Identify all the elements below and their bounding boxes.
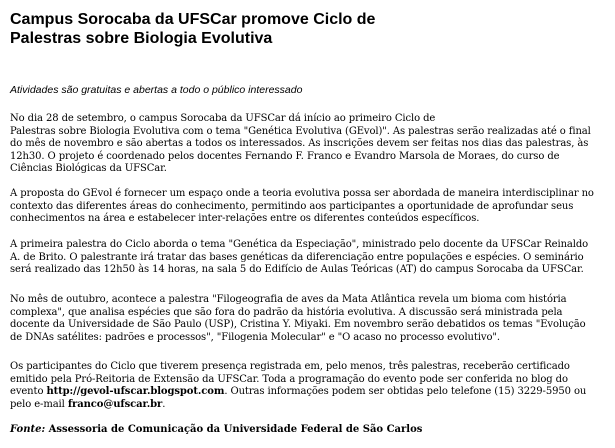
- paragraph-line: complexa", que analisa espécies que são fora do padrão da história evolutiva. A discussão será ministrada pela: [10, 306, 563, 318]
- title-line-1: Campus Sorocaba da UFSCar promove Ciclo de: [10, 11, 376, 28]
- source-text: Assessoria de Comunicação da Universidade Federal de São Carlos: [45, 424, 423, 435]
- paragraph-3: [10, 239, 610, 277]
- paragraph-line-text: . Outras informações podem ser obtidas pelo telefone (15) 3229-5950 ou: [224, 386, 587, 397]
- article-subtitle: Atividades são gratuitas e abertas a todo o público interessado: [10, 84, 303, 96]
- paragraph-line-text: .: [162, 398, 166, 410]
- paragraph-line: A primeira palestra do Ciclo aborda o tema "Genética da Especiação", ministrado pelo docente da UFSCar Reinaldo: [10, 239, 589, 250]
- paragraph-5: [10, 361, 610, 411]
- article-title: [10, 10, 610, 48]
- title-line-2: Palestras sobre Biologia Evolutiva: [10, 30, 273, 47]
- paragraph-line: contexto das diferentes áreas do conhecimento, permitindo aos participantes a oportunidade de aprofundar seus: [10, 200, 574, 212]
- paragraph-line: docente da Universidade de São Paulo (USP), Cristina Y. Miyaki. Em novembro serão debatidos os temas "Evolução: [10, 319, 586, 330]
- paragraph-line: emitido pela Pró-Reitoria de Extensão da UFSCar. Toda a programação do evento pode ser conferida no blog do: [10, 373, 568, 385]
- paragraph-line: A proposta do GEvol é fornecer um espaço onde a teoria evolutiva possa ser abordada de maneira interdisciplinar no: [10, 188, 594, 199]
- paragraph-4: [10, 294, 610, 344]
- paragraph-line: 12h30. O projeto é coordenado pelos docentes Fernando F. Franco e Evandro Marsola de Moraes, do curso de: [10, 150, 560, 162]
- paragraph-line: No mês de outubro, acontece a palestra "Filogeografia de aves da Mata Atlântica revela um bioma com história: [10, 294, 567, 305]
- paragraph-line: do mês de novembro e são abertas a todos os interessados. As inscrições devem ser feitas nos dias das palestras, às: [10, 138, 589, 149]
- paragraph-line: Os participantes do Ciclo que tiverem presença registrada em, pelo menos, três palestras, receberão certificado: [10, 361, 570, 372]
- paragraph-1: [10, 113, 610, 176]
- paragraph-2: [10, 188, 610, 226]
- paragraph-line: A. de Brito. O palestrante irá tratar das bases genéticas da diferenciação entre populações e espécies. O seminário: [10, 251, 584, 263]
- source-label: Fonte:: [10, 424, 46, 435]
- email-link[interactable]: franco@ufscar.br: [67, 398, 163, 410]
- paragraph-line: será realizado das 12h50 às 14 horas, na sala 5 do Edifício de Aulas Teóricas (AT) do campus Sorocaba da UFSCar.: [10, 264, 584, 275]
- paragraph-line: conhecimentos na área e estabelecer inter-relações entre os diferentes conteúdos específicos.: [10, 213, 480, 224]
- paragraph-line-text: evento: [10, 386, 47, 397]
- blog-link[interactable]: http://gevol-ufscar.blogspot.com: [46, 386, 225, 397]
- paragraph-line: Palestras sobre Biologia Evolutiva com o tema "Genética Evolutiva (GEvol)". As palestras serão realizadas até o final: [10, 125, 591, 137]
- paragraph-line-text: pelo e-mail: [10, 398, 68, 410]
- article-source: [10, 424, 422, 437]
- paragraph-line: de DNAs satélites: padrões e processos", "Filogenia Molecular" e "O acaso no processo evolutivo".: [10, 331, 500, 343]
- paragraph-line: No dia 28 de setembro, o campus Sorocaba da UFSCar dá início ao primeiro Ciclo de: [10, 113, 436, 124]
- paragraph-line: Ciências Biológicas da UFSCar.: [10, 163, 167, 174]
